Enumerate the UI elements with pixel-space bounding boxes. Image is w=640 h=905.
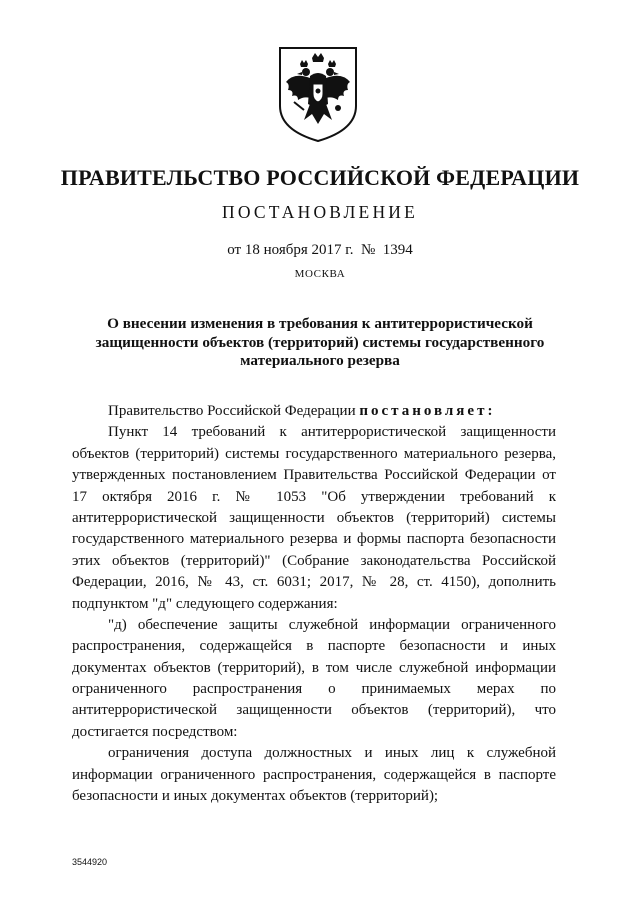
body-line: ограничения доступа должностных и иных лиц к служебной [108, 745, 556, 762]
body-line: "д) обеспечение защиты служебной информации ограниченного [108, 616, 556, 633]
body-line: ограниченного распространения о принимаемых мерах по [72, 681, 556, 698]
body-line: государственного материального резерва и формы паспорта безопасности [72, 531, 556, 548]
document-type: ПОСТАНОВЛЕНИЕ [221, 202, 419, 222]
body-line: антитеррористической защищенности объектов (территорий) системы [72, 509, 556, 526]
body-line: антитеррористической защищенности объектов (территорий), что [72, 702, 556, 719]
body-line: Пункт 14 требований к антитеррористической защищенности [108, 424, 556, 441]
document-date-number: от 18 ноября 2017 г. № 1394 [227, 242, 413, 258]
government-title: ПРАВИТЕЛЬСТВО РОССИЙСКОЙ ФЕДЕРАЦИИ [60, 165, 580, 190]
body-line: безопасности и иных документах объектов (территорий); [72, 788, 439, 805]
document-city: МОСКВА [294, 268, 346, 280]
body-line: распространения, содержащейся в паспорте безопасности и иных [72, 638, 556, 655]
heading-line: защищенности объектов (территорий) системы государственного [95, 333, 545, 351]
resolution-verb: постановляет: [359, 403, 496, 419]
body-line: достигается посредством: [72, 723, 238, 740]
document-registration-number: 3544920 [72, 857, 108, 867]
document-heading [60, 315, 580, 371]
body-line: объектов (территорий) системы государственного материального резерва, [72, 445, 556, 462]
coat-of-arms-icon [276, 44, 360, 144]
heading-line: О внесении изменения в требования к антитеррористической [107, 315, 533, 332]
heading-line: материального резерва [240, 352, 400, 369]
body-line: Федерации, 2016, № 43, ст. 6031; 2017, № 28, ст. 4150), дополнить [72, 574, 556, 591]
body-line: 17 октября 2016 г. № 1053 "Об утверждении требований к [72, 488, 556, 505]
body-line [72, 401, 556, 422]
resolution-intro: Правительство Российской Федерации [108, 403, 360, 419]
document-body [72, 401, 556, 807]
body-line: информации ограниченного распространения, содержащейся в паспорте [72, 766, 556, 783]
body-line: документах объектов (территорий), в том числе служебной информации [72, 659, 556, 676]
body-line: подпунктом "д" следующего содержания: [72, 595, 338, 612]
body-line: утвержденных постановлением Правительства Российской Федерации от [72, 467, 556, 484]
body-line: этих объектов (территорий)" (Собрание законодательства Российской [72, 552, 556, 569]
